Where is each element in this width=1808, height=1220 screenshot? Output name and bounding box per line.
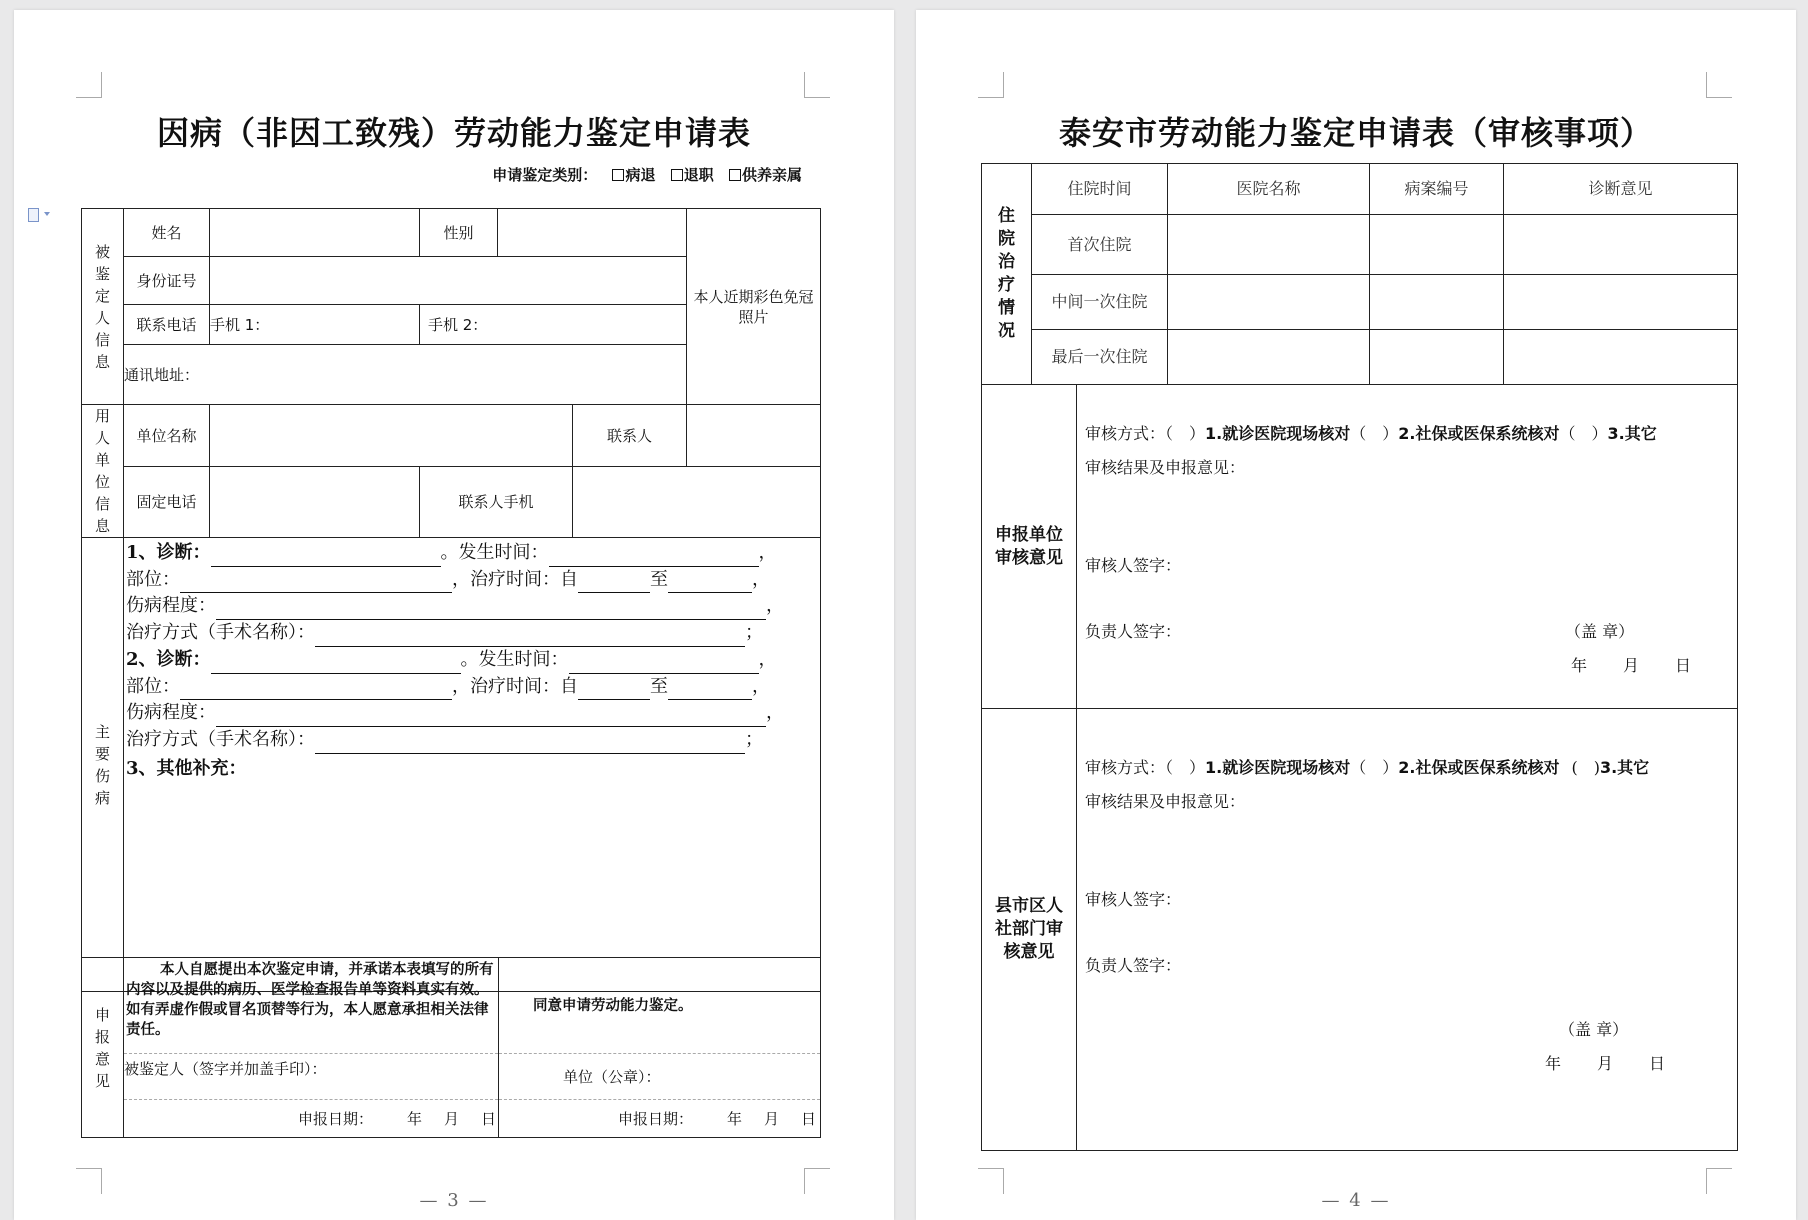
checkbox-dependent[interactable] xyxy=(729,169,741,181)
employer-name-field[interactable] xyxy=(210,405,573,467)
landline-label: 固定电话 xyxy=(124,467,210,538)
crop-mark xyxy=(1706,72,1732,98)
photo-box: 本人近期彩色免冠照片 xyxy=(687,209,821,405)
injury-section-label: 主要伤病 xyxy=(82,538,124,992)
row-last-stay: 最后一次住院 xyxy=(1032,330,1168,385)
leader-signature[interactable]: 负责人签字： xyxy=(1085,956,1182,975)
document-icon[interactable] xyxy=(28,208,42,224)
crop-mark xyxy=(804,72,830,98)
reviewer-signature[interactable]: 审核人签字： xyxy=(1085,556,1182,575)
county-review-label: 县市区人社部门审核意见 xyxy=(982,709,1077,1151)
unit-review-box[interactable]: 审核方式：（ ）1.就诊医院现场核对（ ）2.社保或医保系统核对（ ）3.其它 审核结果及申报意见： 审核人签字： 负责人签字： （盖 章） 年 月 日 xyxy=(1077,385,1738,709)
applicant-signature[interactable]: 被鉴定人（签字并加盖手印）： xyxy=(124,1054,499,1100)
page-3 xyxy=(14,10,894,1220)
reviewer-signature[interactable]: 审核人签字： xyxy=(1085,890,1182,909)
unit-review-label: 申报单位审核意见 xyxy=(982,385,1077,709)
cell-input[interactable] xyxy=(1504,330,1738,385)
header-record-no: 病案编号 xyxy=(1370,164,1504,215)
phone-label: 联系电话 xyxy=(124,305,210,345)
cell-input[interactable] xyxy=(1370,215,1504,275)
cell-input[interactable] xyxy=(1168,330,1370,385)
page-title: 因病（非因工致残）劳动能力鉴定申请表 xyxy=(156,114,751,152)
gender-label: 性别 xyxy=(420,209,498,257)
applicant-date[interactable]: 申报日期： 年 月 日 xyxy=(124,1100,499,1138)
person-section-label: 被鉴定人信息 xyxy=(82,209,124,405)
address-field[interactable]: 通讯地址： xyxy=(124,345,687,405)
cell-input[interactable] xyxy=(1168,215,1370,275)
gender-field[interactable] xyxy=(498,209,687,257)
injury-details[interactable]: 1、诊断： 。发生时间： ， 部位： ，治疗时间：自 至 ， 伤病程度： ， 治疗方式（手术名称）： ； 2、诊断： 。发生时间： ， 部位： ，治疗时间：自 至 ， 伤病程度： ， 治疗方式（手术名称）： ； 3、其他补充： xyxy=(124,538,821,992)
agree-text: 同意申请劳动能力鉴定。 xyxy=(499,958,821,1054)
mobile1-field[interactable]: 手机 1： xyxy=(210,305,420,345)
employer-name-label: 单位名称 xyxy=(124,405,210,467)
page-number: — 4 — xyxy=(1321,1190,1391,1211)
header-stay-time: 住院时间 xyxy=(1032,164,1168,215)
hospital-section-label: 住院治疗情况 xyxy=(982,164,1032,385)
page-title: 泰安市劳动能力鉴定申请表（审核事项） xyxy=(1058,114,1653,152)
row-middle-stay: 中间一次住院 xyxy=(1032,275,1168,330)
crop-mark xyxy=(76,72,102,98)
page-4 xyxy=(916,10,1796,1220)
cell-input[interactable] xyxy=(1504,215,1738,275)
county-review-box[interactable]: 审核方式：（ ）1.就诊医院现场核对（ ）2.社保或医保系统核对 ( )3.其它 审核结果及申报意见： 审核人签字： 负责人签字： （盖 章） 年 月 日 xyxy=(1077,709,1738,1151)
checkbox-sick-retire[interactable] xyxy=(612,169,624,181)
crop-mark xyxy=(978,72,1004,98)
review-date: 年 月 日 xyxy=(1571,656,1692,675)
review-date: 年 月 日 xyxy=(1545,1054,1666,1073)
page-number: — 3 — xyxy=(419,1190,489,1211)
employer-section-label: 用人单位信息 xyxy=(82,405,124,538)
cell-input[interactable] xyxy=(1168,275,1370,330)
cell-input[interactable] xyxy=(1370,275,1504,330)
id-field[interactable] xyxy=(210,257,687,305)
checkbox-resign[interactable] xyxy=(671,169,683,181)
row-first-stay: 首次住院 xyxy=(1032,215,1168,275)
contact-mobile-label: 联系人手机 xyxy=(420,467,573,538)
unit-seal[interactable]: 单位（公章）： xyxy=(499,1054,821,1100)
declaration-table xyxy=(81,957,821,1138)
id-label: 身份证号 xyxy=(124,257,210,305)
cell-input[interactable] xyxy=(1504,275,1738,330)
header-diagnosis: 诊断意见 xyxy=(1504,164,1738,215)
review-table xyxy=(981,384,1738,1151)
contact-mobile-field[interactable] xyxy=(573,467,821,538)
category-selector: 申请鉴定类别： 病退 退职 供养亲属 xyxy=(492,166,802,184)
unit-date[interactable]: 申报日期： 年 月 日 xyxy=(499,1100,821,1138)
seal-label: （盖 章） xyxy=(1559,1020,1629,1039)
landline-field[interactable] xyxy=(210,467,420,538)
name-label: 姓名 xyxy=(124,209,210,257)
application-form-table xyxy=(81,208,821,992)
hospital-table xyxy=(981,163,1738,385)
name-field[interactable] xyxy=(210,209,420,257)
contact-field[interactable] xyxy=(687,405,821,467)
contact-label: 联系人 xyxy=(573,405,687,467)
header-hospital-name: 医院名称 xyxy=(1168,164,1370,215)
opinion-section-label: 申报意见 xyxy=(82,958,124,1138)
leader-signature[interactable]: 负责人签字： （盖 章） xyxy=(1085,622,1635,641)
mobile2-field[interactable]: 手机 2： xyxy=(420,305,687,345)
declaration-text: 本人自愿提出本次鉴定申请，并承诺本表填写的所有内容以及提供的病历、医学检查报告单等资料真实有效。如有弄虚作假或冒名顶替等行为，本人愿意承担相关法律责任。 xyxy=(124,958,499,1054)
cell-input[interactable] xyxy=(1370,330,1504,385)
